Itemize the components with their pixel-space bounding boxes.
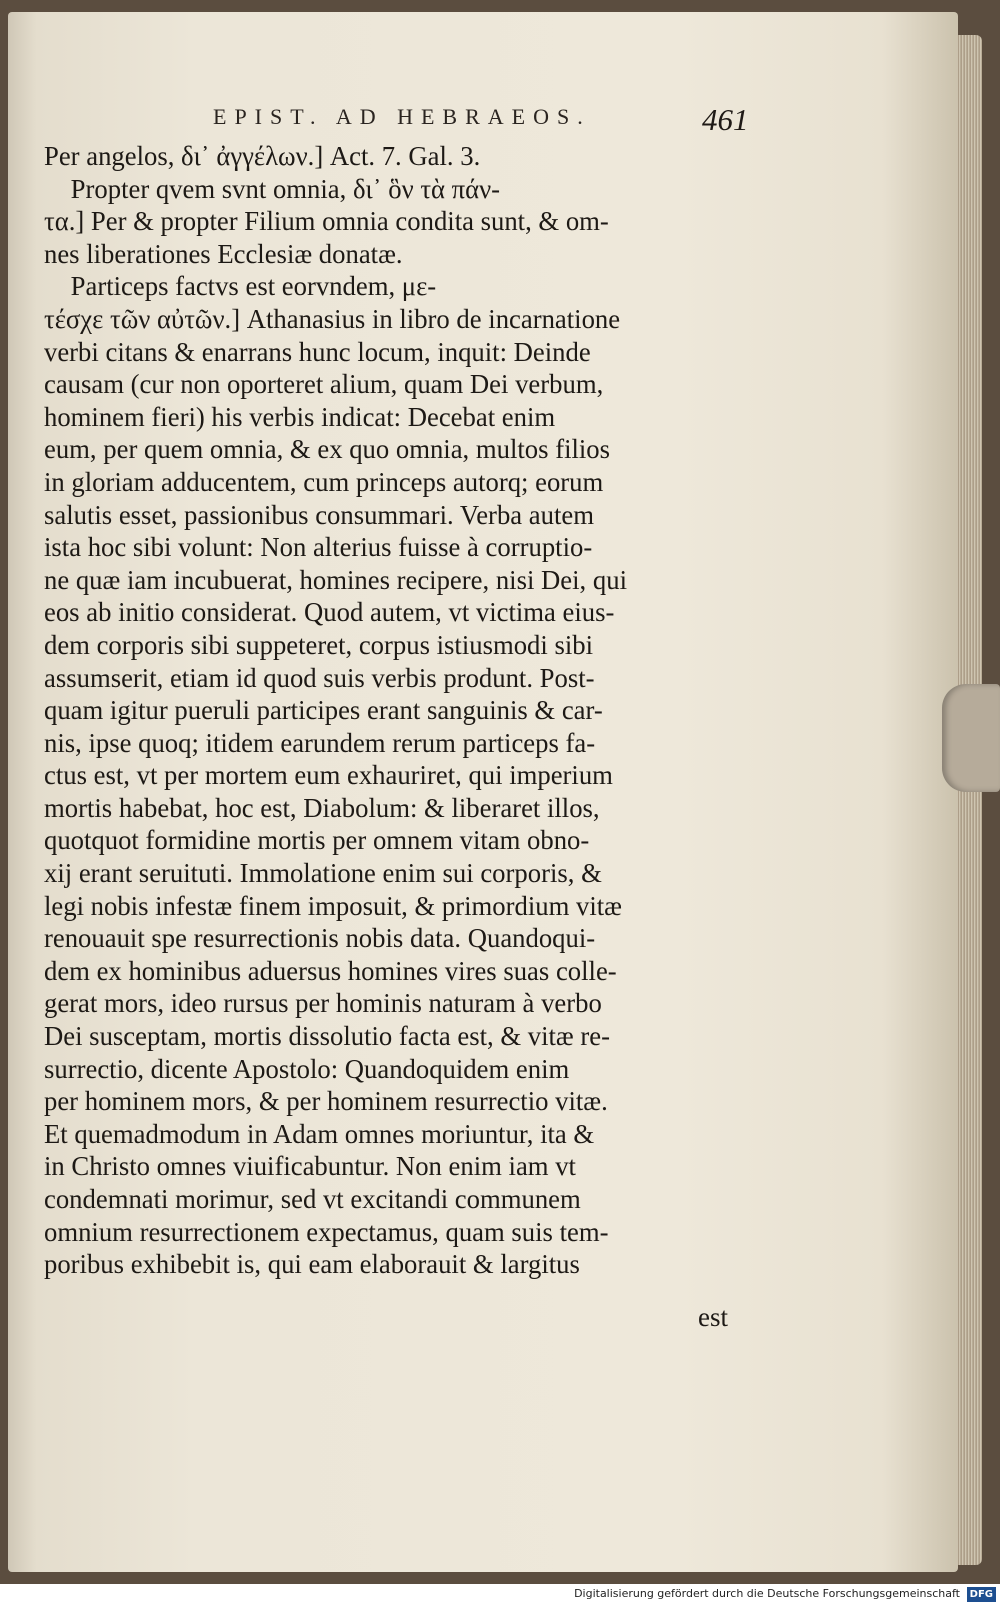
text-line: renouauit spe resurrectionis nobis data. Quandoqui- <box>44 922 596 954</box>
text-line: τέσχε τῶν αὐτῶν.] Athanasius in libro de incarnatione <box>44 302 621 334</box>
footer-credit: Digitalisierung gefördert durch die Deutsche Forschungsgemeinschaft <box>574 1587 960 1600</box>
text-line: mortis habebat, hoc est, Diabolum: & liberaret illos, <box>44 791 600 823</box>
text-line: legi nobis infestæ finem imposuit, & primordium vitæ <box>44 889 622 921</box>
text-line: gerat mors, ideo rursus per hominis naturam à verbo <box>44 987 602 1019</box>
text-line: Per angelos, δι᾽ ἀγγέλων.] Act. 7. Gal. 3. <box>44 140 481 171</box>
text-line: verbi citans & enarrans hunc locum, inquit: Deinde <box>44 335 591 367</box>
text-line: quam igitur pueruli participes erant sanguinis & car- <box>44 694 603 726</box>
book-page <box>8 12 958 1572</box>
text-line: hominem fieri) his verbis indicat: Decebat enim <box>44 400 556 432</box>
text-line: in gloriam adducentem, cum princeps autorq; eorum <box>44 465 604 497</box>
text-line: nes liberationes Ecclesiæ donatæ. <box>44 237 403 269</box>
footer-bar <box>0 1584 1000 1606</box>
text-line: Propter qvem svnt omnia, δι᾽ ὃν τὰ πάν- <box>44 172 501 204</box>
text-line: poribus exhibebit is, qui eam elaborauit & largitus <box>44 1248 580 1280</box>
dfg-logo: DFG <box>967 1587 996 1602</box>
text-line: salutis esset, passionibus consummari. Verba autem <box>44 498 594 530</box>
text-line: nis, ipse quoq; itidem earundem rerum particeps fa- <box>44 726 596 758</box>
text-line: per hominem mors, & per hominem resurrectio vitæ. <box>44 1085 608 1117</box>
text-line: τα.] Per & propter Filium omnia condita sunt, & om- <box>44 205 609 237</box>
body-text <box>44 140 721 1281</box>
text-line: dem corporis sibi suppeteret, corpus istiusmodi sibi <box>44 628 594 660</box>
catchword: est <box>698 1302 728 1332</box>
text-line: omnium resurrectionem expectamus, quam suis tem- <box>44 1215 609 1247</box>
text-line: dem ex hominibus aduersus homines vires suas colle- <box>44 954 617 986</box>
text-line: ista hoc sibi volunt: Non alterius fuisse à corruptio- <box>44 531 593 563</box>
text-line: Et quemadmodum in Adam omnes moriuntur, ita & <box>44 1117 595 1149</box>
text-line: condemnati morimur, sed vt excitandi communem <box>44 1183 581 1214</box>
page-number: 461 <box>702 102 749 137</box>
text-line: Particeps factvs est eorvndem, με- <box>44 270 437 302</box>
page-edges <box>956 35 982 1565</box>
text-line: in Christo omnes viuificabuntur. Non enim iam vt <box>44 1150 576 1182</box>
text-line: xij erant seruituti. Immolatione enim sui corporis, & <box>44 857 602 889</box>
text-line: eos ab initio considerat. Quod autem, vt victima eius- <box>44 596 615 628</box>
text-line: eum, per quem omnia, & ex quo omnia, multos filios <box>44 433 611 465</box>
text-line: ctus est, vt per mortem eum exhauriret, qui imperium <box>44 759 613 791</box>
text-line: Dei susceptam, mortis dissolutio facta est, & vitæ re- <box>44 1020 611 1052</box>
running-head: EPIST. AD HEBRAEOS. <box>213 104 591 129</box>
text-line: surrectio, dicente Apostolo: Quandoquidem enim <box>44 1052 570 1084</box>
text-line: assumserit, etiam id quod suis verbis produnt. Post- <box>44 661 595 693</box>
text-line: ne quæ iam incubuerat, homines recipere, nisi Dei, qui <box>44 563 627 595</box>
text-line: causam (cur non oporteret alium, quam Dei verbum, <box>44 368 604 400</box>
bookmark-tab <box>942 684 1000 792</box>
text-line: quotquot formidine mortis per omnem vitam obno- <box>44 824 590 856</box>
